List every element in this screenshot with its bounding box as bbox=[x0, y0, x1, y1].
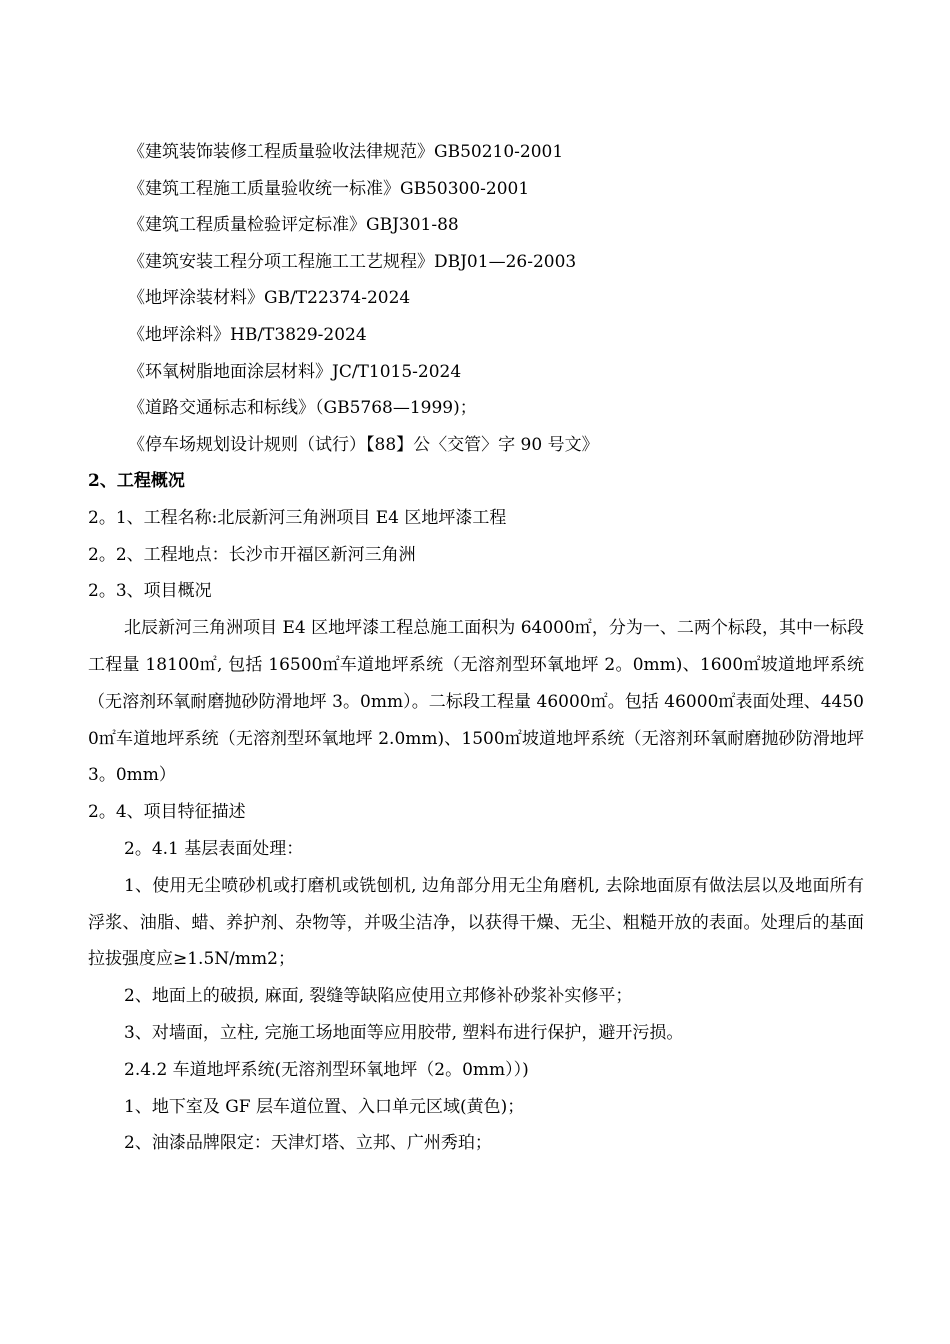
section-heading: 2、工程概况 bbox=[88, 471, 185, 491]
project-name: 2。1、工程名称:北辰新河三角洲项目 E4 区地坪漆工程 bbox=[88, 507, 507, 528]
subsection-heading: 2。4.1 基层表面处理： bbox=[124, 838, 304, 859]
list-item: 2、地面上的破损, 麻面, 裂缝等缺陷应使用立邦修补砂浆补实修平； bbox=[124, 986, 633, 1007]
list-item: 1、使用无尘喷砂机或打磨机或铣刨机, 边角部分用无尘角磨机, 去除地面原有做法层以及地面所有浮浆、油脂、蜡、养护剂、杂物等，并吸尘洁净，以获得干燥、无尘、粗糙开放的表面。处理后的基面拉拔强度应≥1.5N/mm2； bbox=[88, 875, 864, 970]
features-heading: 2。4、项目特征描述 bbox=[88, 802, 246, 823]
reference-item: 《建筑装饰装修工程质量验收法律规范》GB50210-2001 bbox=[128, 142, 564, 162]
reference-item: 《建筑安装工程分项工程施工工艺规程》DBJ01—26-2003 bbox=[128, 251, 577, 272]
list-item: 2、油漆品牌限定：天津灯塔、立邦、广州秀珀； bbox=[124, 1133, 492, 1154]
reference-item: 《地坪涂装材料》GB/T22374-2024 bbox=[128, 288, 411, 309]
subsection-heading: 2.4.2 车道地坪系统(无溶剂型环氧地坪（2。0mm））) bbox=[124, 1059, 529, 1080]
reference-item: 《建筑工程质量检验评定标准》GBJ301-88 bbox=[128, 215, 459, 236]
overview-paragraph: 北辰新河三角洲项目 E4 区地坪漆工程总施工面积为 64000㎡，分为一、二两个标段，其中一标段工程量 18100㎡, 包括 16500㎡车道地坪系统（无溶剂型环氧地坪 2。0mm)、1600㎡坡道地坪系统（无溶剂环氧耐磨抛砂防滑地坪 3。0mm）。二标段工程量 46000㎡。包括 46000㎡表面处理、44500㎡车道地坪系统（无溶剂型环氧地坪 2.0mm)、1500㎡坡道地坪系统（无溶剂环氧耐磨抛砂防滑地坪 3。0mm） bbox=[88, 618, 864, 786]
reference-item: 《地坪涂料》HB/T3829-2024 bbox=[128, 324, 367, 345]
reference-item: 《停车场规划设计规则（试行）【88】公〈交管〉字 90 号文》 bbox=[128, 434, 599, 455]
section-project-overview bbox=[88, 463, 864, 1162]
reference-item: 《环氧树脂地面涂层材料》JC/T1015-2024 bbox=[128, 361, 462, 382]
reference-item: 《道路交通标志和标线》（GB5768—1999)； bbox=[128, 398, 477, 419]
overview-heading: 2。3、项目概况 bbox=[88, 581, 212, 602]
project-location: 2。2、工程地点：长沙市开福区新河三角洲 bbox=[88, 544, 416, 565]
reference-list bbox=[128, 134, 888, 463]
reference-item: 《建筑工程施工质量验收统一标准》GB50300-2001 bbox=[128, 178, 530, 199]
list-item: 3、对墙面，立柱, 完施工场地面等应用胶带, 塑料布进行保护，避开污损。 bbox=[124, 1022, 684, 1043]
list-item: 1、地下室及 GF 层车道位置、入口单元区域(黄色)； bbox=[124, 1096, 525, 1117]
